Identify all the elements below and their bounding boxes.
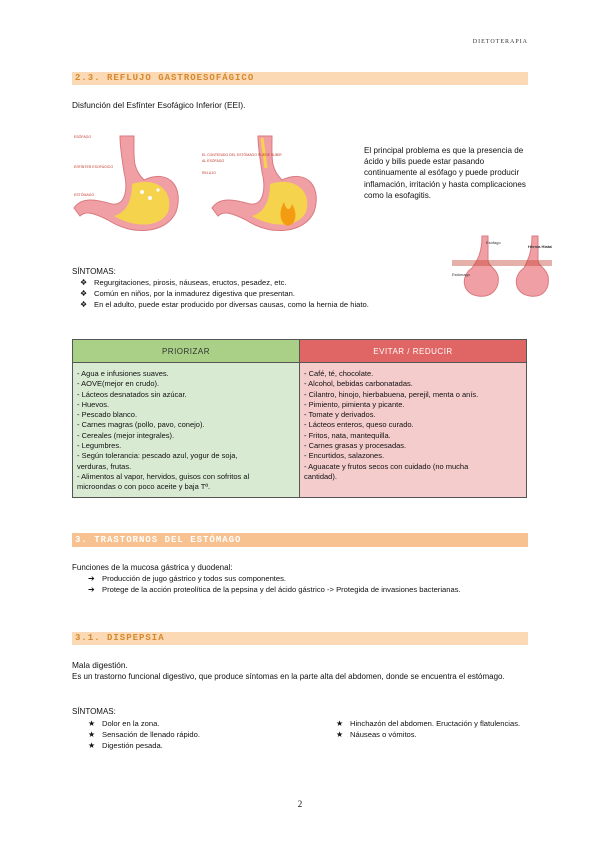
star-bullet-icon: ★ <box>88 730 96 739</box>
section-title-reflujo: 2.3. REFLUJO GASTROESOFÁGICO <box>72 72 528 85</box>
label-contenido: EL CONTENIDO DEL ESTÓMAGO PUEDE SUBIR <box>202 153 282 157</box>
star-bullet-icon: ★ <box>88 719 96 728</box>
star-bullet-icon: ★ <box>336 730 344 739</box>
arrow-right-icon: ➔ <box>88 574 95 583</box>
table-row: - Fritos, nata, mantequilla. <box>304 430 391 440</box>
table-row: - Alcohol, bebidas carbonatadas. <box>304 379 413 389</box>
list-item: ★ Náuseas o vómitos. <box>336 730 417 739</box>
label-estomago-2: Estómago <box>452 272 471 277</box>
star-bullet-icon: ★ <box>336 719 344 728</box>
dispepsia-symptoms-left <box>80 718 320 751</box>
list-item: ★ Hinchazón del abdomen. Eructación y flatulencias. <box>336 719 521 728</box>
table-row: - Cilantro, hinojo, hierbabuena, perejil, menta o anís. <box>304 389 479 399</box>
table-row: - Legumbres. <box>77 441 122 451</box>
label-al-esofago: AL ESÓFAGO <box>202 159 225 163</box>
trastornos-intro: Funciones de la mucosa gástrica y duodenal: <box>72 563 233 572</box>
table-row: - Agua e infusiones suaves. <box>77 369 169 378</box>
arrow-right-icon: ➔ <box>88 585 95 594</box>
dispepsia-symptoms-heading: SÍNTOMAS: <box>72 707 116 716</box>
stomach-normal-illustration <box>72 128 192 238</box>
diamond-bullet-icon: ❖ <box>80 278 88 287</box>
star-bullet-icon: ★ <box>88 741 96 750</box>
table-row: - Pimiento, pimienta y picante. <box>304 399 405 409</box>
prioritize-cell <box>73 363 300 498</box>
label-estomago: ESTÓMAGO <box>74 193 95 197</box>
list-item: ➔ Producción de jugo gástrico y todos sus componentes. <box>88 574 287 583</box>
table-row: - Aguacate y frutos secos con cuidado (no mucha <box>304 461 469 471</box>
reflujo-definition: Disfunción del Esfínter Esofágico Inferior (EEI). <box>72 100 246 110</box>
prioritize-header: PRIORIZAR <box>73 340 300 363</box>
label-esofago: ESÓFAGO <box>74 135 92 139</box>
table-row: - Cereales (mejor integrales). <box>77 430 175 440</box>
reflujo-symptoms-list <box>72 277 472 310</box>
stomach-reflux-illustration <box>200 128 330 238</box>
reflujo-symptoms-heading: SÍNTOMAS: <box>72 267 116 276</box>
avoid-cell <box>300 363 527 498</box>
header-title: DIETOTERAPIA <box>472 39 528 45</box>
food-comparison-table <box>72 339 527 498</box>
label-reflujo: RELUJO <box>202 171 216 175</box>
dispepsia-line1: Mala digestión. <box>72 660 128 670</box>
section-title-dispepsia: 3.1. DISPEPSIA <box>72 632 528 645</box>
table-row: microondas o con poco aceite y baja Tª. <box>77 482 211 492</box>
table-row: - Carnes grasas y procesadas. <box>304 441 407 451</box>
diamond-bullet-icon: ❖ <box>80 300 88 309</box>
table-row: - Según tolerancia: pescado azul, yogur de soja, <box>77 451 238 461</box>
diamond-bullet-icon: ❖ <box>80 289 88 298</box>
list-item: ❖ Regurgitaciones, pirosis, náuseas, eructos, pesadez, etc. <box>80 278 287 287</box>
table-row: - Encurtidos, salazones. <box>304 451 385 461</box>
table-row: - Lácteos desnatados sin azúcar. <box>77 389 187 399</box>
table-row: verduras, frutas. <box>77 461 132 471</box>
table-row: cantidad). <box>304 471 337 481</box>
table-row: - Lácteos enteros, queso curado. <box>304 420 414 430</box>
list-item: ➔ Protege de la acción proteolítica de la pepsina y del ácido gástrico -> Protegida de invasiones bacterianas. <box>88 585 461 594</box>
section-title-trastornos: 3. TRASTORNOS DEL ESTÓMAGO <box>72 533 528 547</box>
list-item: ❖ Común en niños, por la inmadurez digestiva que presentan. <box>80 289 295 298</box>
list-item: ★ Digestión pesada. <box>88 741 163 750</box>
avoid-header: EVITAR / REDUCIR <box>300 340 527 363</box>
table-row: - Tomate y derivados. <box>304 410 376 420</box>
dispepsia-line2: Es un trastorno funcional digestivo, que produce síntomas en la parte alta del abdomen, donde se encuentra el estómago. <box>72 672 505 681</box>
page-number: 2 <box>297 799 303 809</box>
table-row: - Huevos. <box>77 399 110 409</box>
label-esofago-2: Esófago <box>486 240 501 245</box>
trastornos-functions-list <box>80 573 500 595</box>
reflujo-description: El principal problema es que la presencia de ácido y bilis puede estar pasando continuamente al esófago y puede producir inflamación, irritación y hasta complicaciones como la esofagitis. <box>364 146 526 200</box>
table-row: - AOVE(mejor en crudo). <box>77 379 160 389</box>
dispepsia-symptoms-right <box>328 718 528 740</box>
list-item: ★ Sensación de llenado rápido. <box>88 730 200 739</box>
list-item: ❖ En el adulto, puede estar producido por diversas causas, como la hernia de hiato. <box>80 300 369 309</box>
table-row: - Carnes magras (pollo, pavo, conejo). <box>77 420 205 430</box>
table-row: - Pescado blanco. <box>77 410 138 420</box>
label-esfinter: ESFÍNTER ESOFÁGICO <box>74 165 114 169</box>
label-hernia: Hernia Hiatal <box>528 244 552 249</box>
table-row: - Café, té, chocolate. <box>304 369 374 378</box>
list-item: ★ Dolor en la zona. <box>88 719 160 728</box>
table-row: - Alimentos al vapor, hervidos, guisos con sofritos al <box>77 471 250 481</box>
